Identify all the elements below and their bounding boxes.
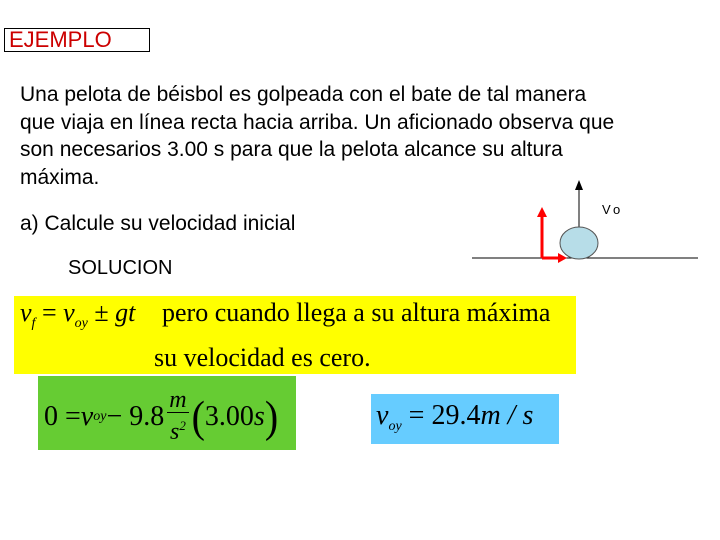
eq2-paren-unit: s	[253, 400, 265, 432]
eq2-minus-value: − 9.8	[106, 400, 165, 432]
eq3-v: v	[376, 400, 389, 431]
equation-box-general	[14, 296, 576, 374]
eq2-frac-den: s	[170, 419, 180, 445]
eq2-lhs: 0 =	[44, 400, 81, 432]
equation-substitution: 0 = v oy − 9.8 $\frac{m}{s^2}$ ( 3.00 s )	[44, 387, 279, 445]
eq2-paren-value: 3.00	[204, 400, 254, 432]
eq2-v: v	[80, 400, 94, 432]
velocity-arrowhead-icon	[575, 180, 583, 190]
ball-icon	[560, 227, 598, 259]
eq2-frac-exp: 2	[179, 418, 186, 433]
equation-box-substitution	[38, 376, 296, 450]
eq3-rhs: = 29.4	[401, 400, 481, 431]
equation-box-result	[371, 394, 559, 444]
question-a: a) Calcule su velocidad inicial	[20, 212, 296, 235]
eq3-v-sub: oy	[388, 419, 402, 434]
eq2-fraction	[167, 388, 188, 445]
problem-line: que viaja en línea recta hacia arriba. Un aficionado observa que	[20, 110, 615, 134]
eq3-unit: m / s	[480, 400, 534, 431]
eq2-frac-num: m	[169, 387, 187, 413]
eq2-v-sub: oy	[93, 408, 107, 424]
problem-line: son necesarios 3.00 s para que la pelota alcance su altura	[20, 138, 563, 161]
problem-line: máxima.	[20, 165, 100, 189]
equation-result	[376, 400, 533, 435]
equation-kinematic: $v_f = v_{oy}$ ± gt	[20, 298, 136, 331]
ball-diagram	[470, 178, 700, 264]
problem-line: Una pelota de béisbol es golpeada con el bate de tal manera	[20, 83, 587, 106]
solution-heading: SOLUCION	[68, 257, 173, 279]
equation-note-line1: pero cuando llega a su altura máxima	[162, 298, 551, 327]
example-title: EJEMPLO	[4, 28, 150, 52]
axis-arrowhead-up-icon	[537, 207, 547, 217]
problem-statement	[20, 81, 720, 191]
vo-label: Vo	[602, 202, 624, 217]
equation-note-line2: su velocidad es cero.	[154, 343, 371, 372]
